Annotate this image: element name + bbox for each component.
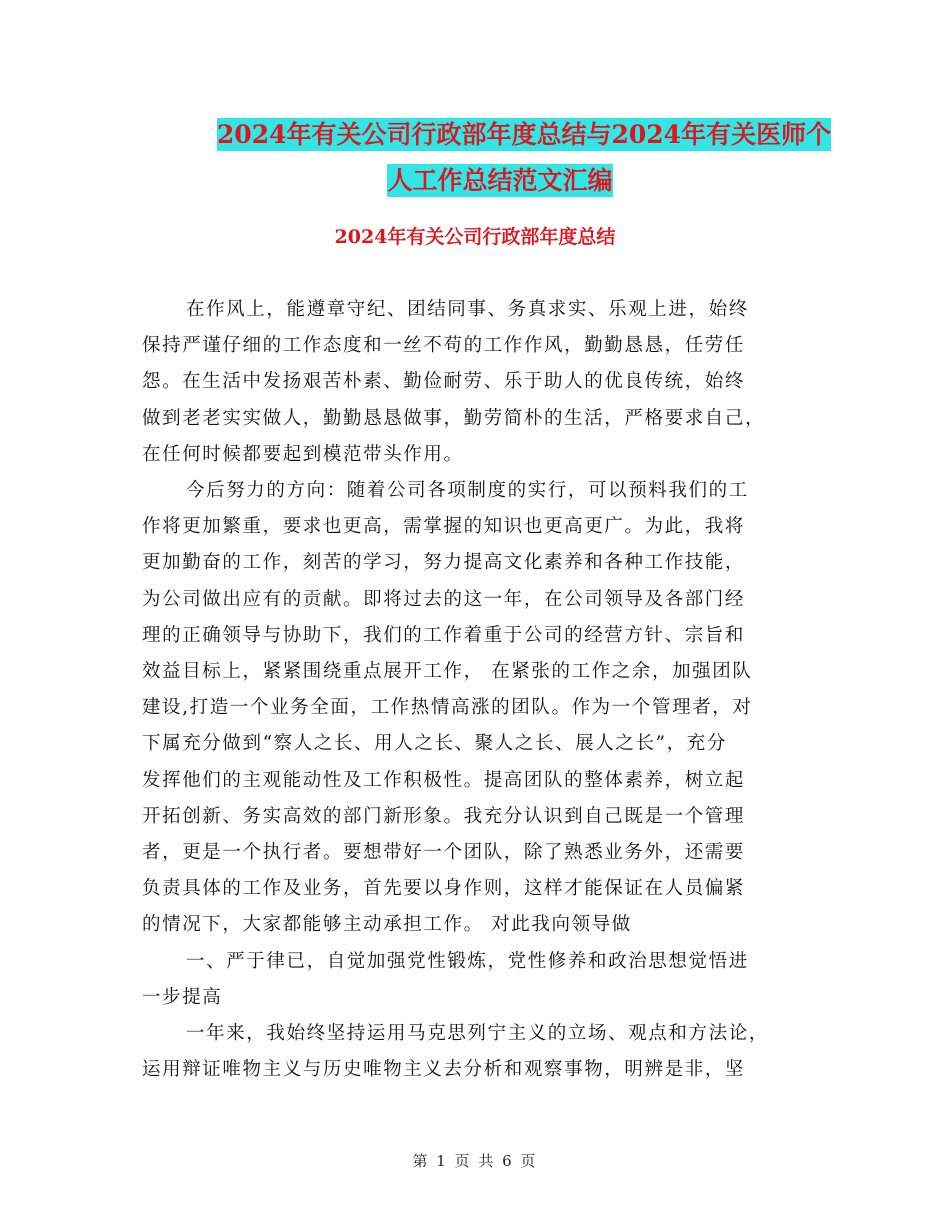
paragraph-line: 在任何时候都要起到模范带头作用。 xyxy=(142,443,464,465)
document-title-line-1: 2024年有关公司行政部年度总结与2024年有关医师个 xyxy=(216,120,832,149)
paragraph-line: 今后努力的方向：随着公司各项制度的实行，可以预料我们的工 xyxy=(186,480,749,502)
paragraph-1 xyxy=(142,292,812,473)
paragraph-line: 运用辩证唯物主义与历史唯物主义去分析和观察事物，明辨是非，坚 xyxy=(142,1059,746,1081)
paragraph-line: 怨。在生活中发扬艰苦朴素、勤俭耐劳、乐于助人的优良传统，始终 xyxy=(142,371,746,393)
paragraph-line: 为公司做出应有的贡献。即将过去的这一年，在公司领导及各部门经 xyxy=(142,588,746,610)
paragraph-line: 一、严于律已，自觉加强党性锻炼，党性修养和政治思想觉悟进 xyxy=(186,950,749,972)
document-title-line-2: 人工作总结范文汇编 xyxy=(387,166,613,195)
document-title xyxy=(140,112,860,204)
paragraph-line: 者，更是一个执行者。要想带好一个团队，除了熟悉业务外，还需要 xyxy=(142,842,746,864)
paragraph-line: 更加勤奋的工作，刻苦的学习，努力提高文化素养和各种工作技能， xyxy=(142,552,746,574)
paragraph-2 xyxy=(142,473,812,944)
paragraph-line: 下属充分做到“察人之长、用人之长、聚人之长、展人之长”，充分 xyxy=(142,733,727,755)
page-number-footer: 第 1 页 共 6 页 xyxy=(412,1152,538,1170)
paragraph-line: 效益目标上，紧紧围绕重点展开工作， 在紧张的工作之余，加强团队 xyxy=(142,661,753,683)
section-title: 2024年有关公司行政部年度总结 xyxy=(334,226,616,248)
paragraph-line: 一年来，我始终坚持运用马克思列宁主义的立场、观点和方法论， xyxy=(186,1023,769,1045)
paragraph-line: 建设,打造一个业务全面，工作热情高涨的团队。作为一个管理者，对 xyxy=(142,697,753,719)
paragraph-line: 作将更加繁重，要求也更高，需掌握的知识也更高更广。为此，我将 xyxy=(142,516,746,538)
paragraph-line: 在作风上，能遵章守纪、团结同事、务真求实、乐观上进，始终 xyxy=(186,299,749,320)
body-text xyxy=(142,292,812,1088)
paragraph-4 xyxy=(142,1016,812,1088)
paragraph-line: 理的正确领导与协助下，我们的工作着重于公司的经营方针、宗旨和 xyxy=(142,624,746,646)
paragraph-3 xyxy=(142,944,812,1016)
paragraph-line: 保持严谨仔细的工作态度和一丝不苟的工作作风，勤勤恳恳，任劳任 xyxy=(142,335,746,357)
paragraph-line: 开拓创新、务实高效的部门新形象。我充分认识到自己既是一个管理 xyxy=(142,805,746,827)
paragraph-line: 发挥他们的主观能动性及工作积极性。提高团队的整体素养，树立起 xyxy=(142,769,746,791)
paragraph-line: 一步提高 xyxy=(142,986,223,1008)
paragraph-line: 做到老老实实做人，勤勤恳恳做事，勤劳简朴的生活，严格要求自己， xyxy=(142,407,766,429)
paragraph-line: 负责具体的工作及业务，首先要以身作则，这样才能保证在人员偏紧 xyxy=(142,878,746,900)
paragraph-line: 的情况下，大家都能够主动承担工作。 对此我向领导做 xyxy=(142,914,632,936)
